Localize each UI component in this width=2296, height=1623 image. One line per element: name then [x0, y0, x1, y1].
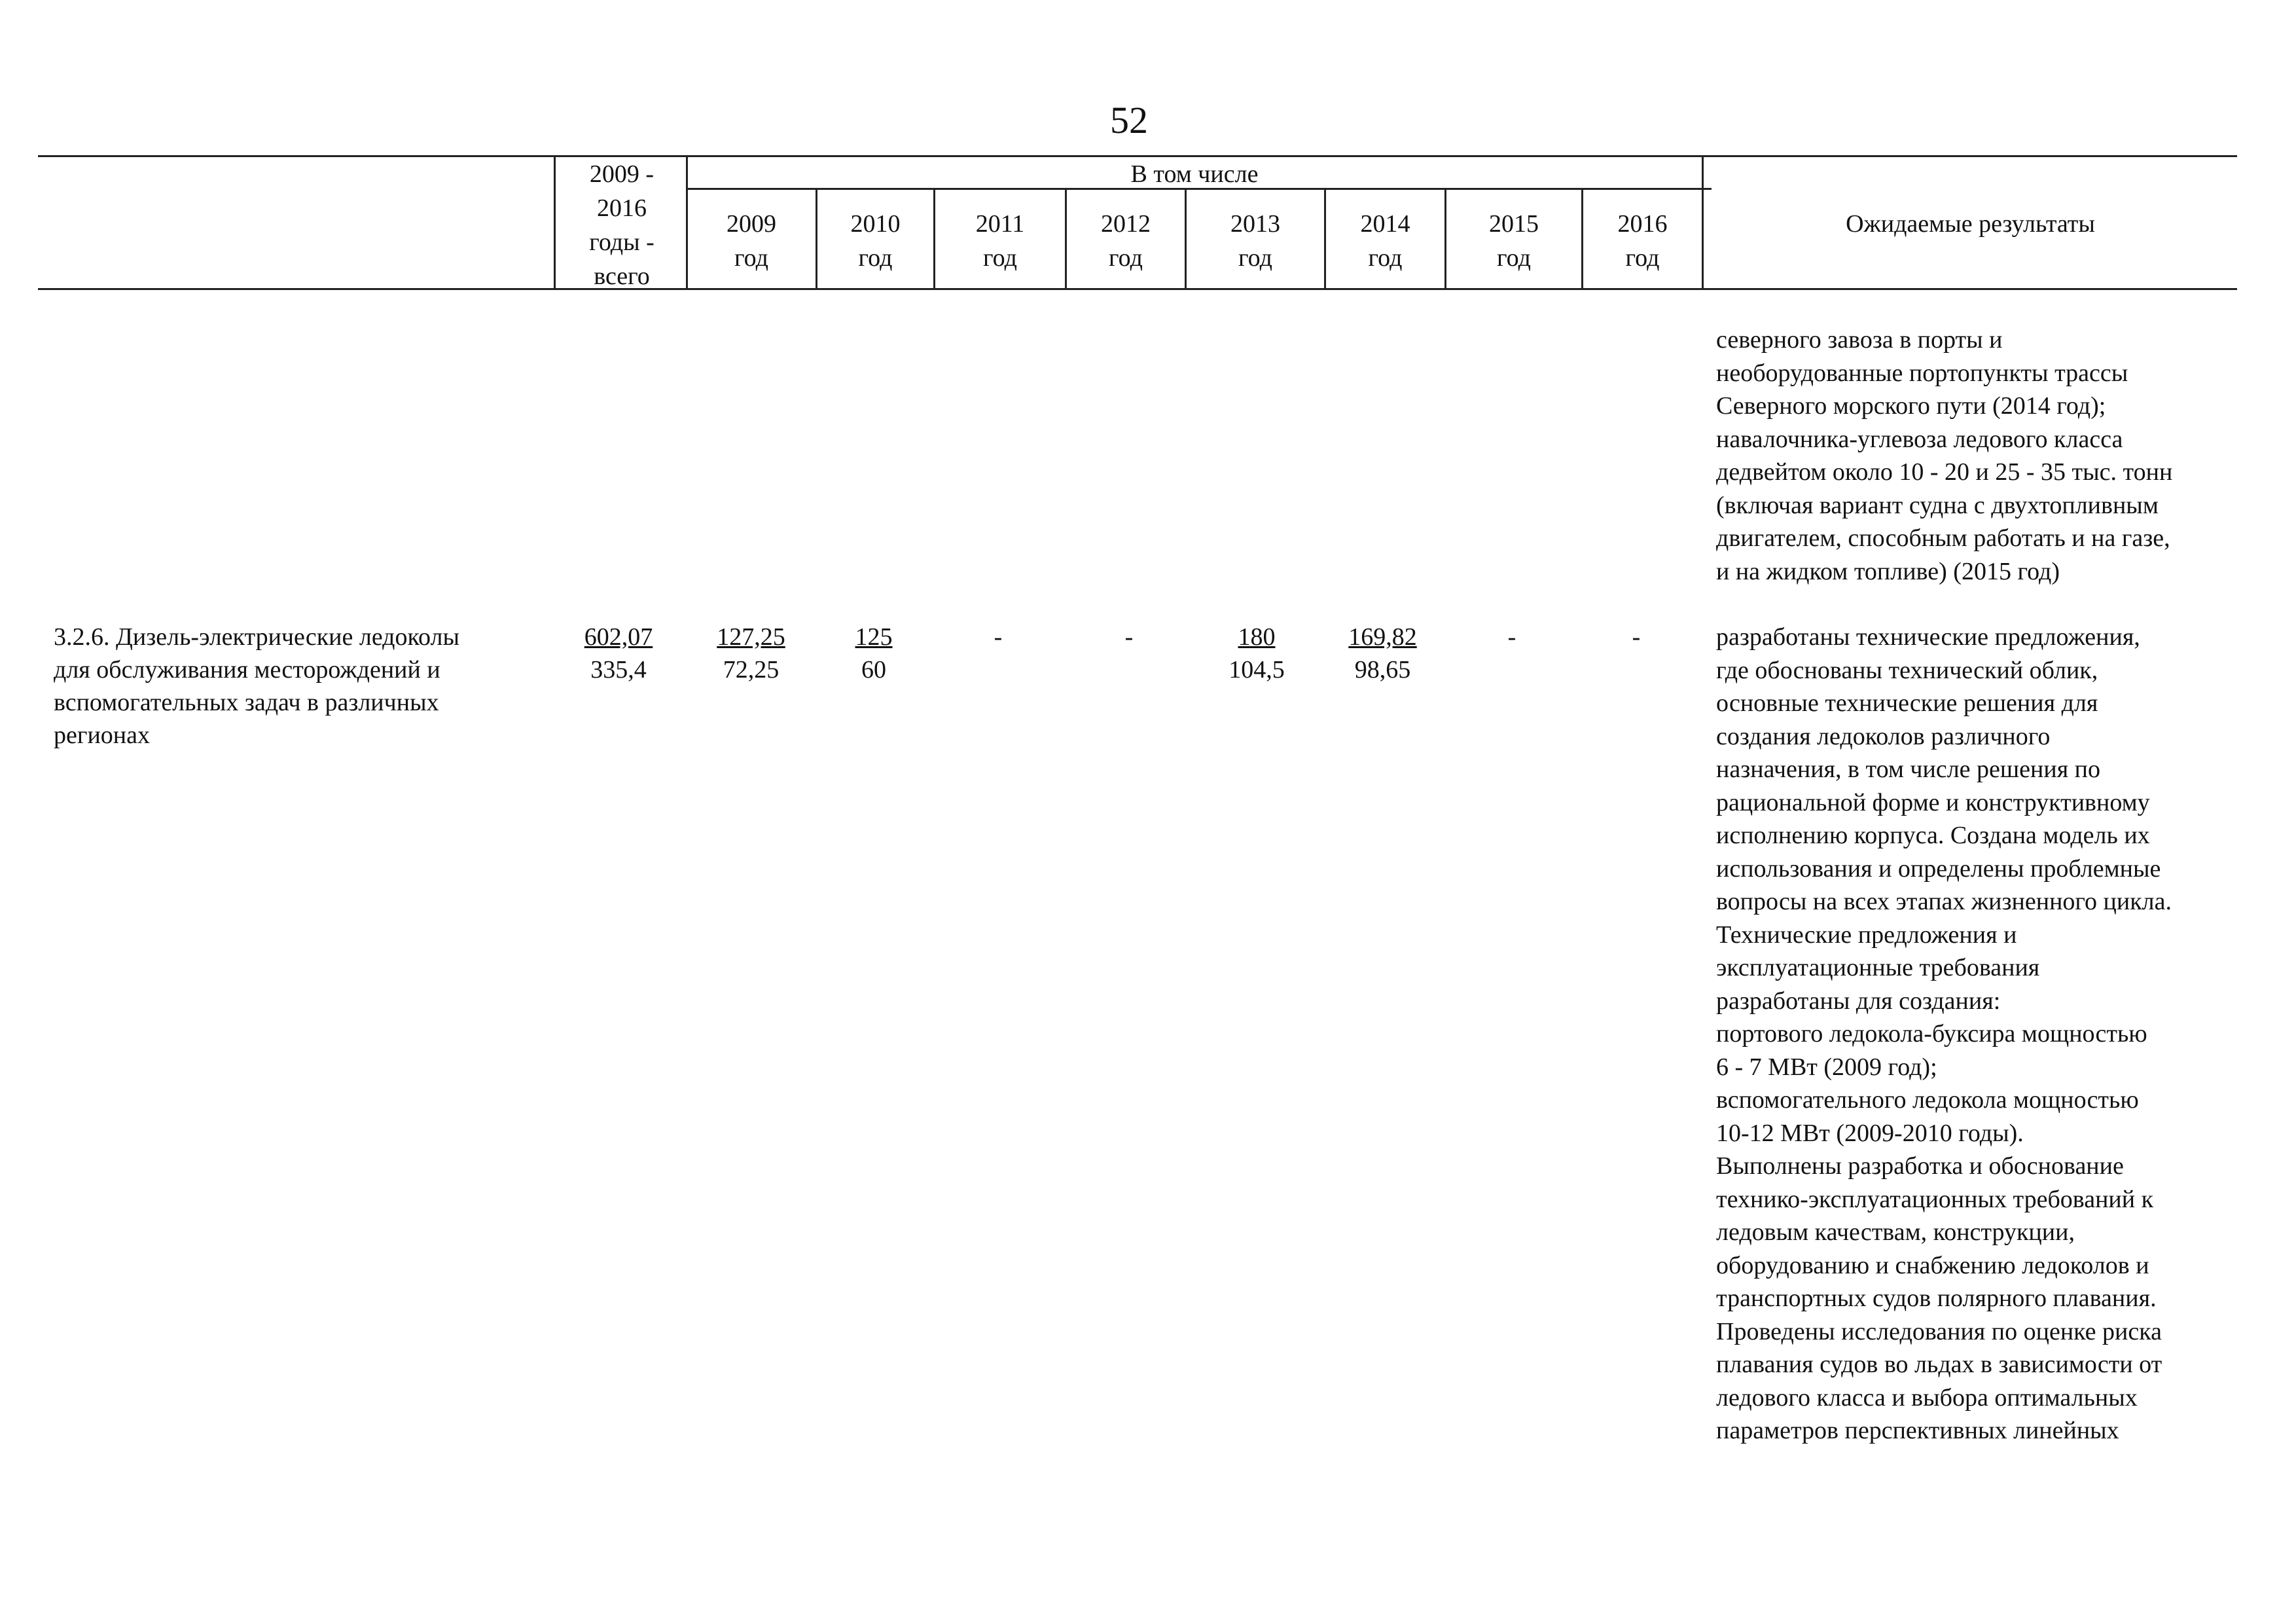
row-name: 3.2.6. Дизель-электрические ледоколы для обслуживания месторождений и вспомогательных задач в различных регионах	[54, 623, 460, 749]
cell-2015: -	[1507, 623, 1516, 651]
header-group-label: В том числе	[1130, 160, 1259, 188]
header-bottom-rule	[38, 288, 2237, 290]
header-year-2014: 2014 год	[1360, 210, 1410, 272]
header-year-2012: 2012 год	[1101, 210, 1151, 272]
cell-2012: -	[1124, 623, 1134, 651]
continuation-results-text: северного завоза в порты и необорудованные портопункты трассы Северного морского пути (2014 год); навалочника-углевоза ледового класса дедвейтом около 10 - 20 и 25 - 35 тыс. тонн (включая вариант судна с двухтопливным двигателем, способным работать и на газе, и на жидком топливе) (2015 год)	[1716, 326, 2173, 585]
cell-2010: 125 60	[855, 623, 893, 684]
cell-2014: 169,82 98,65	[1348, 623, 1417, 684]
header-year-2011: 2011 год	[975, 210, 1025, 272]
expected-results-text: разработаны технические предложения, где обоснованы технический облик, основные технические решения для создания ледоколов различного назначения, в том числе решения по рациональной форме и конструктивному исполнению корпуса. Создана модель их использования и определены проблемные вопросы на всех этапах жизненного цикла. Технические предложения и эксплуатационные требования разработаны для создания: портового ледокола-буксира мощностью 6 - 7 МВт (2009 год); вспомогательного ледокола мощностью 10-12 МВт (2009-2010 годы). Выполнены разработка и обоснование технико-эксплуатационных требований к ледовым качествам, конструкции, оборудованию и снабжению ледоколов и транспортных судов полярного плавания. Проведены исследования по оценке риска плавания судов во льдах в зависимости от ледового класса и выбора оптимальных параметров перспективных линейных	[1716, 623, 2172, 1444]
cell-2016: -	[1632, 623, 1641, 651]
header-year-2009: 2009 год	[726, 210, 776, 272]
header-year-2016: 2016 год	[1617, 210, 1668, 272]
header-year-2013: 2013 год	[1230, 210, 1280, 272]
header-year-2015: 2015 год	[1489, 210, 1539, 272]
col-divider	[554, 155, 556, 290]
cell-2009: 127,25 72,25	[717, 623, 785, 684]
cell-2013: 180 104,5	[1229, 623, 1285, 684]
header-expected-results: Ожидаемые результаты	[1846, 210, 2095, 238]
header-year-2010: 2010 год	[850, 210, 901, 272]
header-total-period: 2009 - 2016 годы - всего	[589, 160, 655, 290]
cell-total: 602,07 335,4	[584, 623, 653, 684]
cell-2011: -	[994, 623, 1003, 651]
page-number: 52	[1110, 99, 1148, 141]
